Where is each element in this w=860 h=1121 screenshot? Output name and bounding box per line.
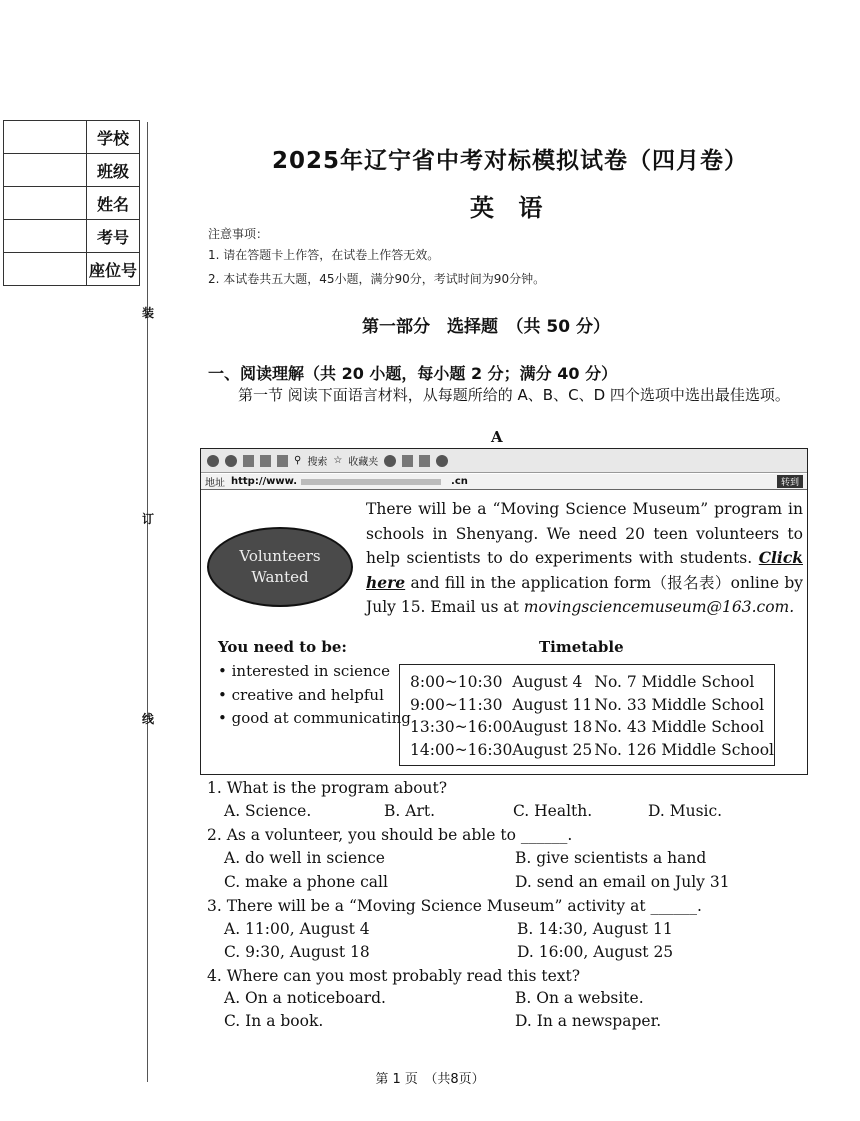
stop-icon[interactable] [243,455,254,467]
table-row [410,716,774,739]
time-cell: 9:00~11:30 [410,695,503,714]
table-row [410,671,774,694]
browser-window [200,448,808,775]
click-here-link[interactable]: Click here [366,548,803,592]
timetable-title: Timetable [539,638,624,656]
time-cell: 13:30~16:00 [410,718,513,737]
info-label-name: 姓名 [87,187,140,220]
email-address[interactable]: movingsciencemuseum@163.com. [523,598,795,616]
date-cell: August 25 [512,740,593,759]
subject-title: 英 语 [470,194,551,222]
history-icon[interactable] [384,455,396,467]
q1-option-c[interactable]: C. Health. [513,802,593,820]
section-title: 一、阅读理解（共 20 小题，每小题 2 分；满分 40 分） [208,364,618,383]
media-icon[interactable] [436,455,448,467]
url-redacted [301,479,441,485]
part-title: 第一部分 选择题 （共 50 分） [362,317,610,337]
q2-option-c[interactable]: C. make a phone call [224,873,388,891]
go-button[interactable]: 转到 [777,475,803,488]
time-cell: 14:00~16:30 [410,740,513,759]
binding-mark-ding: 订 [142,512,155,526]
info-blank[interactable] [4,187,87,220]
mail-icon[interactable] [402,455,413,467]
q4-option-a[interactable]: A. On a noticeboard. [224,989,386,1007]
q4-option-b[interactable]: B. On a website. [515,989,644,1007]
info-blank[interactable] [4,220,87,253]
q1-option-d[interactable]: D. Music. [648,802,723,820]
q3-option-d[interactable]: D. 16:00, August 25 [517,943,674,961]
info-label-exam-number: 考号 [87,220,140,253]
url-end: .cn [451,476,468,487]
school-cell: No. 43 Middle School [594,718,765,737]
question-1-stem: 1. What is the program about? [207,779,448,797]
q3-option-a[interactable]: A. 11:00, August 4 [224,920,370,938]
list-item: • good at communicating [218,707,411,731]
date-cell: August 18 [512,718,593,737]
question-4-stem: 4. Where can you most probably read this text? [207,967,581,985]
volunteers-wanted-badge [207,527,353,607]
program-intro [366,497,803,620]
back-icon[interactable] [207,455,219,467]
date-cell: August 4 [512,673,583,692]
list-item: • interested in science [218,660,411,684]
requirements-title: You need to be: [218,638,347,656]
url-start: http://www. [231,476,298,487]
question-2-stem: 2. As a volunteer, you should be able to ______. [207,826,573,844]
q1-option-a[interactable]: A. Science. [224,802,312,820]
instruction-text: 第一节 阅读下面语言材料，从每题所给的 A、B、C、D 四个选项中选出最佳选项。 [238,386,790,404]
q2-option-b[interactable]: B. give scientists a hand [515,849,707,867]
page-footer: 第 1 页 （共8页） [375,1072,485,1087]
home-icon[interactable] [277,455,288,467]
info-blank[interactable] [4,121,87,154]
list-item: • creative and helpful [218,684,411,708]
q1-option-b[interactable]: B. Art. [384,802,436,820]
passage-label: A [491,428,503,446]
notice-item-1: 1. 请在答题卡上作答，在试卷上作答无效。 [208,248,440,262]
refresh-icon[interactable] [260,455,271,467]
section-instruction [208,384,798,406]
favorites-icon[interactable]: ☆ [333,455,343,466]
info-label-class: 班级 [87,154,140,187]
favorites-label[interactable]: 收藏夹 [348,457,379,468]
exam-title: 2025年辽宁省中考对标模拟试卷（四月卷） [272,148,749,174]
q3-option-c[interactable]: C. 9:30, August 18 [224,943,370,961]
timetable [399,664,775,766]
q4-option-d[interactable]: D. In a newspaper. [515,1012,662,1030]
q2-option-a[interactable]: A. do well in science [224,849,385,867]
binding-line [147,122,148,1082]
school-cell: No. 126 Middle School [594,740,774,759]
info-blank[interactable] [4,253,87,286]
info-label-school: 学校 [87,121,140,154]
date-cell: August 11 [512,695,593,714]
school-cell: No. 33 Middle School [594,695,765,714]
info-label-seat-number: 座位号 [87,253,140,286]
q3-option-b[interactable]: B. 14:30, August 11 [517,920,673,938]
address-bar[interactable] [201,474,807,490]
time-cell: 8:00~10:30 [410,673,503,692]
browser-toolbar [201,449,807,473]
q4-option-c[interactable]: C. In a book. [224,1012,324,1030]
table-row [410,694,774,717]
notice-item-2: 2. 本试卷共五大题，45小题，满分90分，考试时间为90分钟。 [208,272,546,286]
intro-text-1: There will be a “Moving Science Museum” program in schools in Shenyang. We need 20 teen volunteers to help scientists to do experiments with students. [366,500,803,567]
binding-mark-xian: 线 [142,712,155,726]
notice-heading: 注意事项： [208,227,269,241]
binding-mark-zhuang: 装 [142,306,155,320]
q2-option-d[interactable]: D. send an email on July 31 [515,873,730,891]
print-icon[interactable] [419,455,430,467]
question-3-stem: 3. There will be a “Moving Science Museum” activity at ______. [207,897,702,915]
intro-text-2: and fill in the application form（报名表）online by July 15. Email us at [366,573,803,616]
requirements-list [218,660,411,731]
address-label: 地址 [205,478,225,489]
search-label[interactable]: 搜索 [307,457,328,468]
search-icon[interactable]: ⚲ [294,455,302,466]
forward-icon[interactable] [225,455,237,467]
badge-line-1: Volunteers [239,547,321,565]
badge-line-2: Wanted [251,568,309,586]
info-blank[interactable] [4,154,87,187]
school-cell: No. 7 Middle School [594,673,755,692]
table-row [410,739,774,762]
